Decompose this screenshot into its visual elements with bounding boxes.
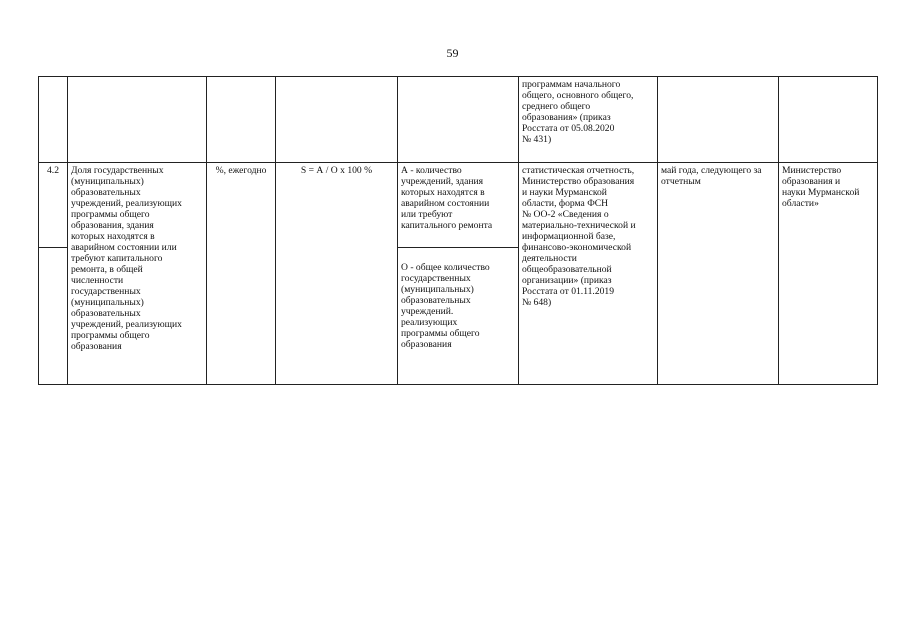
unit-frequency: %, ежегодно [207,163,276,385]
indicator-name: Доля государственных (муниципальных) образовательных учреждений, реализующих программы общего образования, здания которых находятся в аварийном состоянии или требуют капитального ремонта, в общей численности государственных (муниципальных) образовательных учреждений, реализующих программы общего образования [68,163,207,385]
cell-deadline [658,77,779,163]
cell-variables [398,77,519,163]
row-number-empty [39,248,68,385]
table-row-continued [39,77,878,163]
responsible-body: Министерство образования и науки Мурманской области» [779,163,878,385]
cell-number [39,77,68,163]
cell-source: программам начального общего, основного общего, среднего общего образования» (приказ Росстата от 05.08.2020 № 431) [519,77,658,163]
calculation-formula: S = А / О х 100 % [276,163,398,385]
indicator-table [38,76,878,385]
cell-unit [207,77,276,163]
cell-responsible [779,77,878,163]
variable-a-description: А - количество учреждений, здания которых находятся в аварийном состоянии или требуют капитального ремонта [398,163,519,248]
table-row-4-2 [39,163,878,248]
deadline: май года, следующего за отчетным [658,163,779,385]
variable-o-description: О - общее количество государственных (муниципальных) образовательных учреждений. реализующих программы общего образования [398,248,519,385]
cell-formula [276,77,398,163]
cell-indicator [68,77,207,163]
row-number: 4.2 [39,163,68,248]
page-number: 59 [446,46,459,60]
data-source: статистическая отчетность, Министерство образования и науки Мурманской области, форма ФСН № ОО-2 «Сведения о материально-технической и информационной базе, финансово-экономической деятельности общеобразовательной организации» (приказ Росстата от 01.11.2019 № 648) [519,163,658,385]
